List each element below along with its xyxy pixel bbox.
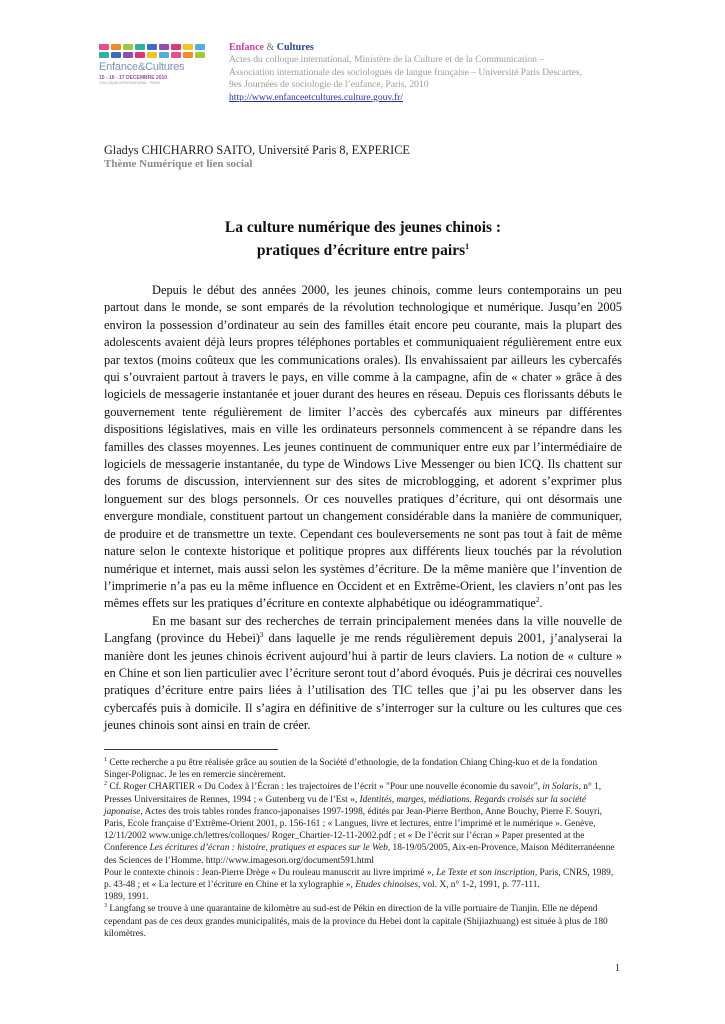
paragraph-2 bbox=[104, 613, 622, 735]
header-line-1: Actes du colloque international, Ministère de la Culture et de la Communication – bbox=[229, 54, 545, 66]
footnote-2-years: 1989, 1991. bbox=[104, 892, 149, 903]
footnote-2-text-c: , Actes des trois tables rondes franco-japonaises 1997-1998, édités par Jean-Pierre Berthon, Anne Bouchy, Pierre F. Souyri, Paris, Ecole française d’Extrême-Orient 2001, p. 156-161 ; « Langues, livre et lectures, entre l’imprimé et le numérique ». Genève, 12/11/2002 www.unige.ch/lettres/colloques/ Roger_Chartier-12-11-2002.pdf ; et « De l’écrit sur l’écran » Paper presented at the Conference bbox=[104, 806, 603, 854]
footnote-2-text-g: , vol. X, n° 1-2, 1991, p. 77-111. bbox=[417, 880, 540, 891]
footnote-2-number: 2 bbox=[104, 781, 107, 788]
title-line-2-text: pratiques d’écriture entre pairs bbox=[256, 242, 466, 260]
logo-square bbox=[111, 52, 121, 58]
footnote-3-number: 3 bbox=[104, 903, 107, 910]
theme-line: Thème Numérique et lien social bbox=[104, 158, 253, 170]
footnote-2-italic-4: Le Texte et son inscription bbox=[436, 867, 535, 878]
footnote-2-italic-1: in Solaris bbox=[542, 782, 579, 793]
footnote-2-text-f: , Paris, CNRS, 1989, p. 43-48 ; et « La lecture et l’écriture en Chine et la xylographie », bbox=[104, 867, 614, 891]
footnote-ref-2[interactable]: 2 bbox=[535, 596, 540, 605]
logo-square bbox=[135, 44, 145, 50]
logo-square bbox=[159, 52, 169, 58]
header-line-3: 9es Journées de sociologie de l’enfance, Paris, 2010 bbox=[229, 79, 429, 91]
logo-square bbox=[147, 52, 157, 58]
footnote-2 bbox=[104, 781, 622, 866]
logo-square bbox=[159, 44, 169, 50]
footnote-2-text-b: , n° 1, Presses Universitaires de Rennes, 1994 ; « Gutenberg vu de l’Est », bbox=[104, 782, 602, 805]
logo-square bbox=[195, 44, 205, 50]
paragraph-2-text-b: dans laquelle je me rends régulièrement depuis 2001, j’analyserai la manière dont les jeunes chinois écrivent aujourd’hui à partir de leurs claviers. La notion de « culture » en Chine et son lien particulier avec l’écriture seront tout d’abord évoqués. Puis je décrirai ces nouvelles pratiques d’écriture entre pairs liées à l’utilisation des TIC telles que j’ai pu les observer dans les cybercafés puis à domicile. Il s’agira en définitive de s’interroger sur la culture ou les cultures que ces jeunes chinois sont ainsi en train de créer. bbox=[104, 631, 622, 733]
title-line-2 bbox=[104, 237, 622, 260]
footnote-1 bbox=[104, 757, 622, 781]
logo-square bbox=[123, 44, 133, 50]
footnote-1-number: 1 bbox=[104, 756, 107, 763]
footnote-divider bbox=[104, 749, 278, 750]
conference-logo bbox=[99, 44, 211, 106]
logo-square bbox=[99, 44, 109, 50]
footnotes bbox=[104, 757, 622, 940]
article-body bbox=[104, 282, 622, 735]
title-line-1: La culture numérique des jeunes chinois : bbox=[224, 219, 502, 236]
footnote-1-text: Cette recherche a pu être réalisée grâce au soutien de la Société d’ethnologie, de la fondation Chiang Ching-kuo et de la fondation Singer-Polignac. Je les en remercie sincèrement. bbox=[104, 758, 598, 781]
logo-dates: 15 - 16 - 17 DECEMBRE 2010 bbox=[99, 75, 168, 81]
publication-header bbox=[229, 42, 649, 104]
paragraph-2-text-a: En me basant sur des recherches de terrain principalement menées dans la ville nouvelle de Langfang (province du Hebei) bbox=[104, 613, 622, 646]
footnote-2-italic-2: Identités, marges, médiations. Regards croisés sur la société japonaise bbox=[104, 794, 587, 817]
brand-line bbox=[229, 42, 649, 54]
logo-square bbox=[183, 44, 193, 50]
article-title bbox=[104, 218, 622, 260]
logo-square bbox=[195, 52, 205, 58]
header-url-link[interactable]: http://www.enfanceetcultures.culture.gouv.fr/ bbox=[229, 91, 404, 103]
title-footnote-ref[interactable]: 1 bbox=[465, 242, 470, 251]
author-line: Gladys CHICHARRO SAITO, Université Paris 8, EXPERICE bbox=[104, 143, 410, 157]
paragraph-1 bbox=[104, 282, 622, 613]
paragraph-1-text: Depuis le début des années 2000, les jeunes chinois, comme leurs contemporains un peu partout dans le monde, se sont emparés de la révolution technologique et numérique. Jusqu’en 2005 environ la possession d’ordinateur au sein des familles était encore peu courante, mais la plupart des adolescents avaient déjà leurs propres téléphones portables et communiquaient régulièrement entre eux par textos (moins coûteux que les communications orales). Ils envahissaient par ailleurs les cybercafés qui s’ouvraient partout à travers le pays, en ville comme à la campagne, afin de « chater » grâce à des logiciels de messagerie instantanée et jouer durant des heures en réseau. Depuis ces florissants débuts le gouvernement tente régulièrement de limiter l’accès des cybercafés aux mineurs par différentes dispositions législatives, mais en ville les ordinateurs personnels commencent à se répandre dans les familles des classes moyennes. Les jeunes continuent de communiquer entre eux par l’intermédiaire de logiciels de messagerie instantanée, du type de Windows Live Messenger ou bien ICQ. Ils chattent sur des forums de discussion, interviennent sur des sites de microblogging, et adorent s’exprimer plus longuement sur des blogs personnels. Or ces nouvelles pratiques d’écriture, qui ont désormais une envergure mondiale, constituent partout un changement considérable dans la manière de communiquer, de produire et de transmettre un texte. Cependant ces bouleversements ne sont pas tout à fait de même nature selon le contexte historique et politique propres aux différents lieux touchés par la révolution numérique et internet, mais aussi selon les systèmes d’écriture. De la même manière que l’invention de l’imprimerie n’a pas eu la même influence en Occident et en Extrême-Orient, les claviers n’ont pas les mêmes effets sur les pratiques d’écriture en contexte alphabétique ou idéogrammatique bbox=[104, 283, 622, 611]
brand-enfance: Enfance bbox=[229, 42, 264, 53]
logo-color-grid bbox=[99, 44, 211, 58]
footnote-2-text-e: Pour le contexte chinois : Jean-Pierre Drège « Du rouleau manuscrit au livre imprimé », bbox=[104, 867, 437, 878]
footnote-3 bbox=[104, 903, 622, 940]
logo-square bbox=[135, 52, 145, 58]
logo-square bbox=[123, 52, 133, 58]
brand-ampersand: & bbox=[266, 42, 275, 53]
footnote-3-text: Langfang se trouve à une quarantaine de kilomètre au sud-est de Pékin en direction de la ville portuaire de Tianjin. Elle ne dépend cependant pas de ces deux grandes municipalités, mais de la province du Hebei dont la capitale (Shijiazhuang) est située à plus de 180 kilomètres. bbox=[104, 904, 608, 939]
footnote-2-continued bbox=[104, 867, 622, 891]
logo-square bbox=[183, 52, 193, 58]
logo-square bbox=[147, 44, 157, 50]
logo-text: Enfance&Cultures bbox=[99, 61, 185, 73]
footnote-2-text-a: Cf. Roger CHARTIER « Du Codex à l’Écran : les trajectoires de l’écrit » "Pour une nouvelle économie du savoir", bbox=[107, 782, 543, 793]
page-number: 1 bbox=[615, 963, 620, 974]
logo-square bbox=[171, 52, 181, 58]
footnote-2-text-d: , 18-19/05/2005, Aix-en-Provence, Maison Méditerranéenne des Sciences de l’Homme. http://www.imageson.org/document591.html bbox=[104, 843, 615, 866]
logo-square bbox=[171, 44, 181, 50]
header-line-2: Association internationale des sociologues de langue française – Université Paris Descartes, bbox=[229, 66, 582, 78]
paragraph-1-end: . bbox=[539, 596, 543, 611]
logo-square bbox=[111, 44, 121, 50]
logo-square bbox=[99, 52, 109, 58]
brand-cultures: Cultures bbox=[276, 42, 314, 53]
footnote-2-italic-5: Etudes chinoises bbox=[355, 880, 418, 891]
footnote-ref-3[interactable]: 3 bbox=[260, 631, 264, 639]
footnote-2-italic-3: Les écritures d’écran : histoire, pratiques et espaces sur le Web bbox=[149, 843, 388, 854]
logo-subtitle: COLLOQUE INTERNATIONAL · PARIS bbox=[99, 81, 161, 85]
